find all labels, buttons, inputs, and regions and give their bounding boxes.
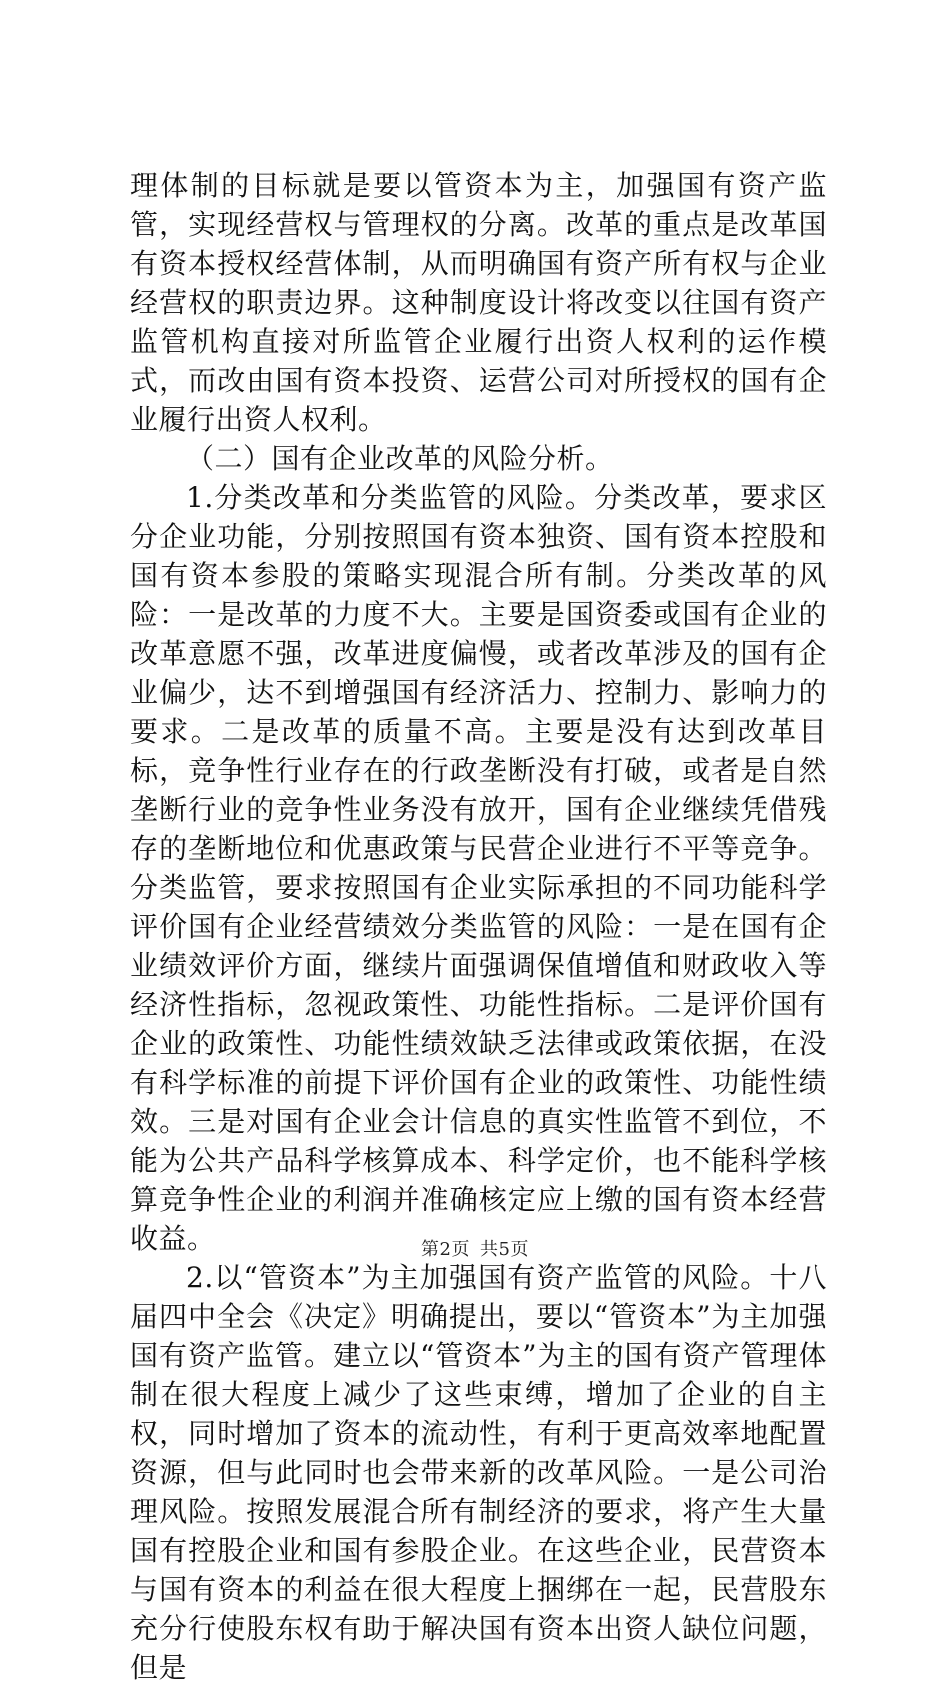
paragraph-item-1: 1.分类改革和分类监管的风险。分类改革，要求区分企业功能，分别按照国有资本独资、国有资本控股和国有资本参股的策略实现混合所有制。分类改革的风险：一是改革的力度不大。主要是国资委或国有企业的改革意愿不强，改革进度偏慢，或者改革涉及的国有企业偏少，达不到增强国有经济活力、控制力、影响力的要求。二是改革的质量不高。主要是没有达到改革目标，竞争性行业存在的行政垄断没有打破，或者是自然垄断行业的竞争性业务没有放开，国有企业继续凭借残存的垄断地位和优惠政策与民营企业进行不平等竞争。分类监管，要求按照国有企业实际承担的不同功能科学评价国有企业经营绩效分类监管的风险：一是在国有企业绩效评价方面，继续片面强调保值增值和财政收入等经济性指标，忽视政策性、功能性指标。二是评价国有企业的政策性、功能性绩效缺乏法律或政策依据，在没有科学标准的前提下评价国有企业的政策性、功能性绩效。三是对国有企业会计信息的真实性监管不到位，不能为公共产品科学核算成本、科学定价，也不能科学核算竞争性企业的利润并准确核定应上缴的国有资本经营收益。 (130, 481, 827, 1255)
page-footer (0, 1238, 950, 1262)
paragraph-item-2: 2.以“管资本”为主加强国有资产监管的风险。十八届四中全会《决定》明确提出，要以“管资本”为主加强国有资产监管。建立以“管资本”为主的国有资产管理体制在很大程度上减少了这些束缚，增加了企业的自主权，同时增加了资本的流动性，有利于更高效率地配置资源，但与此同时也会带来新的改革风险。一是公司治理风险。按照发展混合所有制经济的要求，将产生大量国有控股企业和国有参股企业。在这些企业，民营资本与国有资本的利益在很大程度上捆绑在一起，民营股东充分行使股东权有助于解决国有资本出资人缺位问题，但是 (130, 1261, 827, 1684)
page-total: 共5页 (480, 1239, 529, 1260)
section-heading: （二）国有企业改革的风险分析。 (186, 442, 614, 475)
document-body (130, 166, 827, 1687)
page-number: 第2页 (421, 1239, 470, 1260)
paragraph-intro: 理体制的目标就是要以管资本为主，加强国有资产监管，实现经营权与管理权的分离。改革的重点是改革国有资本授权经营体制，从而明确国有资产所有权与企业经营权的职责边界。这种制度设计将改变以往国有资产监管机构直接对所监管企业履行出资人权利的运作模式，而改由国有资本投资、运营公司对所授权的国有企业履行出资人权利。 (130, 169, 827, 436)
